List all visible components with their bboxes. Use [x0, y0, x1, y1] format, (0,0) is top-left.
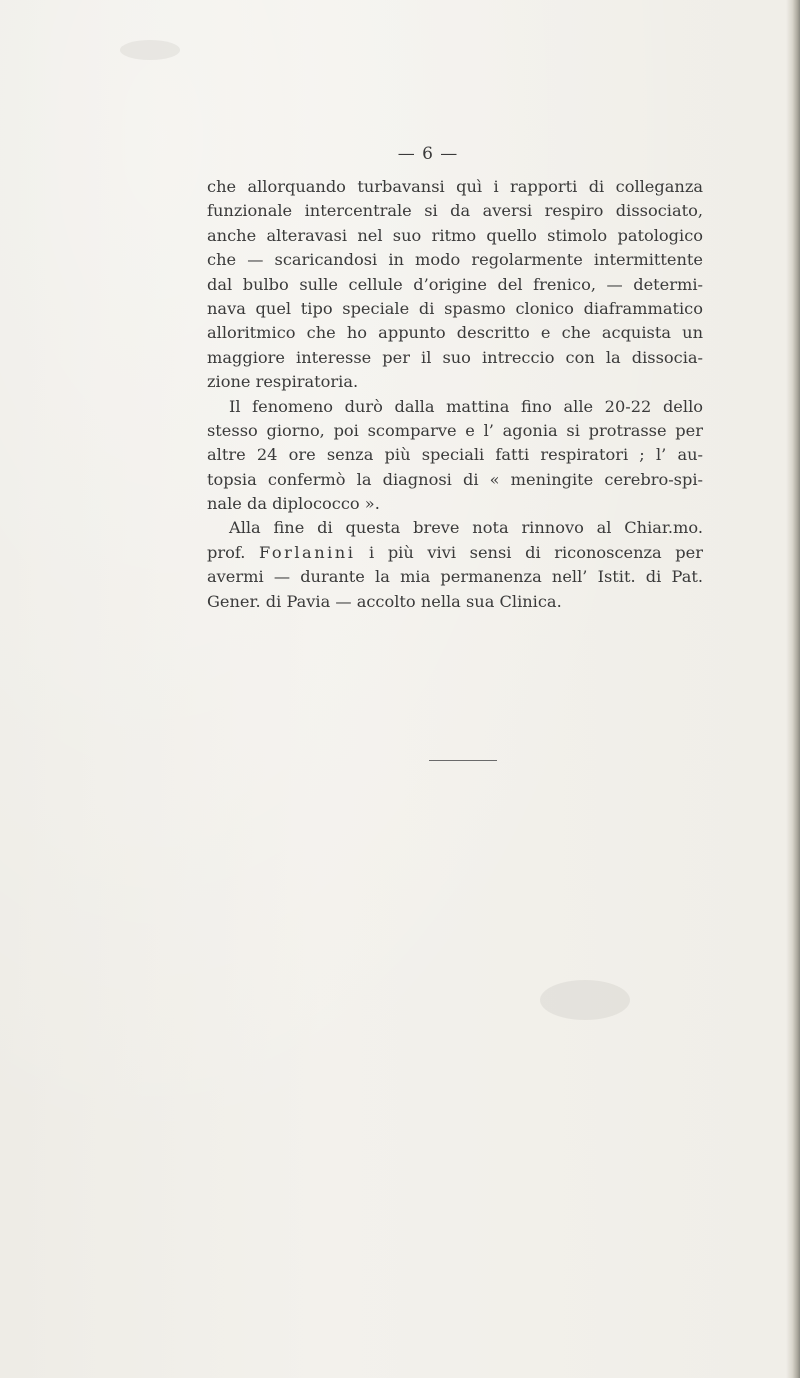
paragraph-3: [207, 516, 703, 614]
text-line: avermi — durante la mia permanenza nell’ Istit. di Pat.: [207, 567, 703, 587]
text-line: [207, 541, 703, 565]
text-line: maggiore interesse per il suo intreccio con la dissocia-: [207, 347, 703, 367]
text-line: anche alteravasi nel suo ritmo quello stimolo patologico: [207, 225, 703, 245]
text-line: stesso giorno, poi scomparve e l’ agonia si protrasse per: [207, 420, 703, 440]
person-name: Forlanini: [259, 542, 356, 562]
text-fragment: i più vivi sensi di riconoscenza per: [369, 542, 703, 562]
paragraph-2: [207, 395, 703, 517]
text-line: Il fenomeno durò dalla mattina fino alle 20-22 dello: [229, 396, 703, 416]
text-fragment: prof.: [207, 542, 246, 562]
text-line: nale da diplococco ».: [207, 494, 380, 514]
section-separator: [429, 760, 497, 761]
text-line: funzionale intercentrale si da aversi respiro dissociato,: [207, 201, 703, 221]
text-line: che — scaricandosi in modo regolarmente intermittente: [207, 250, 703, 270]
paper-stain: [540, 980, 630, 1020]
paper-stain: [120, 40, 180, 60]
text-line: che allorquando turbavansi quì i rapporti di colleganza: [207, 177, 703, 196]
text-line: alloritmico che ho appunto descritto e che acquista un: [207, 323, 703, 343]
text-line: nava quel tipo speciale di spasmo clonico diaframmatico: [207, 298, 703, 318]
page-number: — 6 —: [397, 144, 459, 164]
paragraph-1: [207, 175, 703, 395]
text-line: zione respiratoria.: [207, 372, 359, 392]
text-line: topsia confermò la diagnosi di « meningite cerebro-spi-: [207, 469, 703, 489]
text-line: Alla fine di questa breve nota rinnovo al Chiar.mo.: [229, 518, 703, 538]
page-edge-shadow: [786, 0, 800, 1378]
text-line: Gener. di Pavia — accolto nella sua Clinica.: [207, 591, 562, 611]
body-text: [207, 175, 703, 614]
text-line: altre 24 ore senza più speciali fatti respiratori ; l’ au-: [207, 445, 703, 465]
text-line: dal bulbo sulle cellule d’origine del frenico, — determi-: [207, 274, 703, 294]
